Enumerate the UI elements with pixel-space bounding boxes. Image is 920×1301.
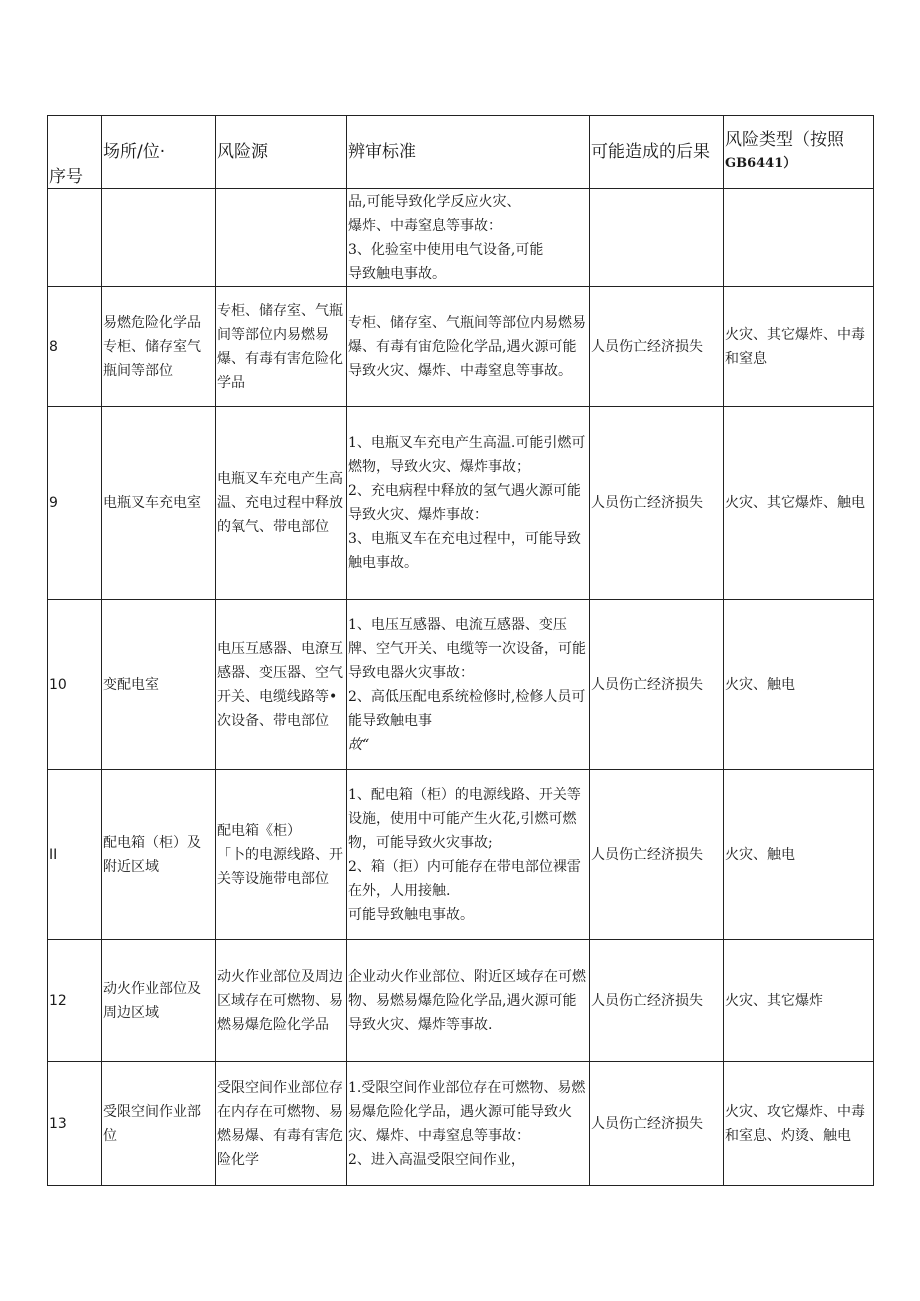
- row-risk-type: [724, 189, 874, 287]
- row-consequence: 人员伤亡经济损失: [590, 770, 724, 940]
- table-header-row: [48, 116, 874, 189]
- row-risk-type: 火灾、其它爆炸、触电: [724, 407, 874, 600]
- row-seq: 8: [48, 287, 102, 407]
- table-row: [48, 407, 874, 600]
- row-consequence: [590, 189, 724, 287]
- table-row: [48, 287, 874, 407]
- table-row: [48, 770, 874, 940]
- header-criteria: 辨审标准: [347, 116, 590, 189]
- row-place: 配电箱（柜）及附近区域: [102, 770, 216, 940]
- table-row: [48, 189, 874, 287]
- row-source: [216, 189, 347, 287]
- row-consequence: 人员伤亡经济损失: [590, 600, 724, 770]
- row-seq: 9: [48, 407, 102, 600]
- row-seq: 13: [48, 1062, 102, 1186]
- table-row: [48, 1062, 874, 1186]
- row-source: 动火作业部位及周边区域存在可燃物、易燃易爆危险化学品: [216, 940, 347, 1062]
- row-consequence: 人员伤亡经济损失: [590, 287, 724, 407]
- row-criteria: 企业动火作业部位、附近区域存在可燃物、易燃易爆危险化学品,遇火源可能导致火灾、爆炸等事故.: [347, 940, 590, 1062]
- row-risk-type: 火灾、攻它爆炸、中毒和室息、灼烫、触电: [724, 1062, 874, 1186]
- row-consequence: 人员伤亡经济损失: [590, 407, 724, 600]
- header-seq: 序号: [48, 116, 102, 189]
- row-criteria: 专柜、储存室、气瓶间等部位内易燃易爆、有毒有宙危险化学品,遇火源可能导致火灾、爆炸、中毒窒息等事故。: [347, 287, 590, 407]
- row-risk-type: 火灾、触电: [724, 770, 874, 940]
- row-place: 受限空间作业部位: [102, 1062, 216, 1186]
- row-criteria: [347, 600, 590, 770]
- header-risk-type: [724, 116, 874, 189]
- row-risk-type: 火灾、其它爆炸: [724, 940, 874, 1062]
- header-risk-type-line1: 风险类型（按照: [725, 130, 844, 150]
- row-criteria-main: 1、电压互感器、电流互感器、变压牌、空气开关、电缆等一次设备，可能导致电器火灾事故： 2、高低压配电系统检修时,检修人员可能导致触电事: [348, 616, 586, 729]
- risk-identification-table: [47, 115, 874, 1186]
- row-place: 变配电室: [102, 600, 216, 770]
- row-seq: [48, 189, 102, 287]
- row-risk-type: 火灾、触电: [724, 600, 874, 770]
- row-source: 配电箱《柜） 「卜的电源线路、开关等设施带电部位: [216, 770, 347, 940]
- row-place: 电瓶叉车充电室: [102, 407, 216, 600]
- row-consequence: 人员伤亡经济损失: [590, 940, 724, 1062]
- row-place: [102, 189, 216, 287]
- row-criteria-tail: 故“: [348, 736, 370, 753]
- row-criteria: 品,可能导致化学反应火灾、 爆炸、中毒窒息等事故： 3、化验室中使用电气设备,可能 导致触电事故。: [347, 189, 590, 287]
- header-consequence: 可能造成的后果: [590, 116, 724, 189]
- row-source: 电压互感器、电潦互感器、变压器、空气开关、电缆线路等•次设备、带电部位: [216, 600, 347, 770]
- header-risk-type-line2: GB6441）: [725, 156, 797, 171]
- row-source: 受限空间作业部位存在内存在可燃物、易燃易爆、有毒有害危险化学: [216, 1062, 347, 1186]
- row-criteria: 1、配电箱（柜）的电源线路、开关等设施，使用中可能产生火花,引燃可燃物，可能导致火灾事故; 2、箱（拒）内可能存在带电部位裸雷在外，人用接触. 可能导致触电事故。: [347, 770, 590, 940]
- header-place: 场所/位·: [102, 116, 216, 189]
- header-source: 风险源: [216, 116, 347, 189]
- row-place: 易燃危险化学品专柜、储存室气瓶间等部位: [102, 287, 216, 407]
- row-seq: II: [48, 770, 102, 940]
- row-criteria: 1、电瓶叉车充电产生高温.可能引燃可燃物，导致火灾、爆炸事故； 2、充电病程中释放的氢气遇火源可能导致火灾、爆炸事故： 3、电瓶叉车在充电过程中，可能导致触电事故。: [347, 407, 590, 600]
- row-criteria: 1.受限空间作业部位存在可燃物、易燃易爆危险化学品，遇火源可能导致火灾、爆炸、中毒窒息等事故： 2、进入高温受限空间作业，: [347, 1062, 590, 1186]
- row-source: 电瓶叉车充电产生高温、充电过程中释放的氧气、带电部位: [216, 407, 347, 600]
- table-row: [48, 600, 874, 770]
- table-row: [48, 940, 874, 1062]
- row-consequence: 人员伤亡经济损失: [590, 1062, 724, 1186]
- row-seq: 10: [48, 600, 102, 770]
- row-place: 动火作业部位及周边区域: [102, 940, 216, 1062]
- row-risk-type: 火灾、其它爆炸、中毒和窒息: [724, 287, 874, 407]
- row-seq: 12: [48, 940, 102, 1062]
- row-source: 专柜、储存室、气瓶间等部位内易燃易爆、有毒有害危险化学品: [216, 287, 347, 407]
